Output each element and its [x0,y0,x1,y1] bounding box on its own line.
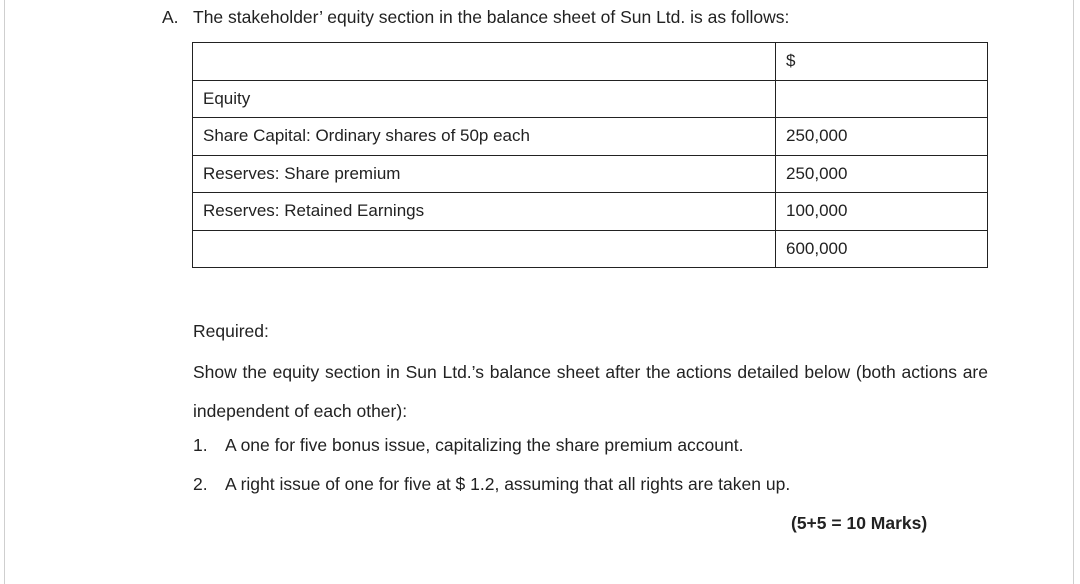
marks-allocation: (5+5 = 10 Marks) [791,513,928,533]
table-row [193,155,988,193]
row-label: Share Capital: Ordinary shares of 50p each [193,118,776,156]
action-item [193,473,790,495]
equity-table [192,42,988,268]
action-number: 1. [193,435,208,455]
row-amount: 250,000 [776,118,988,156]
action-text: A one for five bonus issue, capitalizing the share premium account. [225,435,744,455]
action-item [193,434,743,456]
question-text: The stakeholder’ equity section in the balance sheet of Sun Ltd. is as follows: [193,7,790,27]
total-amount: 600,000 [776,230,988,268]
row-label [193,230,776,268]
table-row [193,193,988,231]
row-label: Reserves: Share premium [193,155,776,193]
action-text: A right issue of one for five at $ 1.2, assuming that all rights are taken up. [225,474,791,494]
row-amount [776,80,988,118]
table-total-row [193,230,988,268]
required-label: Required: [193,321,269,341]
table-header-label-cell [193,43,776,81]
page-right-edge [1073,0,1074,584]
table-row [193,80,988,118]
question-number: A. [162,7,179,27]
row-amount: 250,000 [776,155,988,193]
page-left-edge [4,0,5,584]
question-heading [162,6,789,28]
row-label: Reserves: Retained Earnings [193,193,776,231]
table-header-row [193,43,988,81]
currency-header: $ [776,43,988,81]
instruction-text: Show the equity section in Sun Ltd.’s balance sheet after the actions detailed below (both actions are independent of each other): [193,362,988,421]
row-label: Equity [193,80,776,118]
table-row [193,118,988,156]
action-number: 2. [193,474,208,494]
row-amount: 100,000 [776,193,988,231]
